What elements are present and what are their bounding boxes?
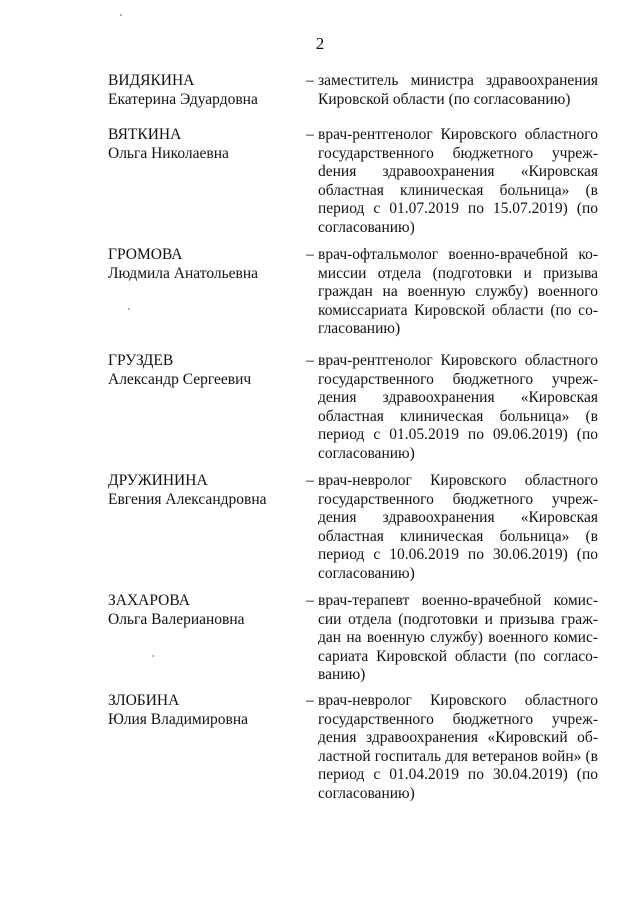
- member-name: [108, 126, 298, 163]
- member-surname: ВЯТКИНА: [108, 126, 182, 143]
- scan-speck: [128, 308, 130, 310]
- scan-speck: [120, 14, 122, 16]
- member-surname: ВИДЯКИНА: [108, 72, 195, 89]
- dash-separator: –: [306, 472, 314, 489]
- member-position: врач-рентгенолог Кировского областного государственного бюджетного учреждения здравоохранения «Кировская областная клиническая больница» (в период с 01.05.2019 по 09.06.2019) (по согласованию): [318, 352, 598, 462]
- member-surname: ГРОМОВА: [108, 246, 183, 263]
- member-name: [108, 692, 298, 729]
- member-name: [108, 352, 298, 389]
- dash-separator: –: [306, 72, 314, 89]
- member-given-names: Людмила Анатольевна: [108, 264, 259, 282]
- member-surname: ДРУЖИНИНА: [108, 472, 208, 489]
- page-number: 2: [315, 34, 325, 53]
- member-position: врач-невролог Кировского областного государственного бюджетного учреждения здравоохранения «Кировская областная клиническая больница» (в период с 10.06.2019 по 30.06.2019) (по согласованию): [318, 472, 598, 582]
- dash-separator: –: [306, 246, 314, 263]
- member-surname: ЗАХАРОВА: [108, 592, 190, 609]
- dash-separator: –: [306, 352, 314, 369]
- member-given-names: Ольга Николаевна: [108, 144, 229, 162]
- member-name: [108, 472, 298, 509]
- member-given-names: Евгения Александровна: [108, 490, 267, 508]
- member-position: заместитель министра здравоохранения Кировской области (по согласованию): [318, 72, 598, 108]
- member-given-names: Александр Сергеевич: [108, 370, 252, 388]
- member-surname: ГРУЗДЕВ: [108, 352, 174, 369]
- member-name: [108, 72, 298, 109]
- dash-separator: –: [306, 692, 314, 709]
- member-position: врач-офтальмолог военно-врачебной комиссии отдела (подготовки и призыва граждан на военную службу) военного комиссариата Кировской области (по согласованию): [318, 246, 598, 338]
- dash-separator: –: [306, 126, 314, 143]
- member-given-names: Юлия Владимировна: [108, 710, 248, 728]
- member-position: врач-терапевт военно-врачебной комиссии отдела (подготовки и призыва граждан на военную службу) военного комиссариата Кировской области (по согласованию): [318, 592, 598, 684]
- member-surname: ЗЛОБИНА: [108, 692, 180, 709]
- dash-separator: –: [306, 592, 314, 609]
- scan-speck: [152, 655, 154, 657]
- member-position: врач-невролог Кировского областного государственного бюджетного учреждения здравоохранения «Кировский областной госпиталь для ветеранов войн» (в период с 01.04.2019 по 30.04.2019) (по согласованию): [318, 692, 598, 802]
- member-name: [108, 246, 298, 283]
- member-position: врач-рентгенолог Кировского областного государственного бюджетного учрежdения здравоохранения «Кировская областная клиническая больница» (в период с 01.07.2019 по 15.07.2019) (по согласованию): [318, 126, 598, 236]
- member-given-names: Екатерина Эдуардовна: [108, 90, 258, 108]
- member-given-names: Ольга Валериановна: [108, 610, 245, 628]
- member-name: [108, 592, 298, 629]
